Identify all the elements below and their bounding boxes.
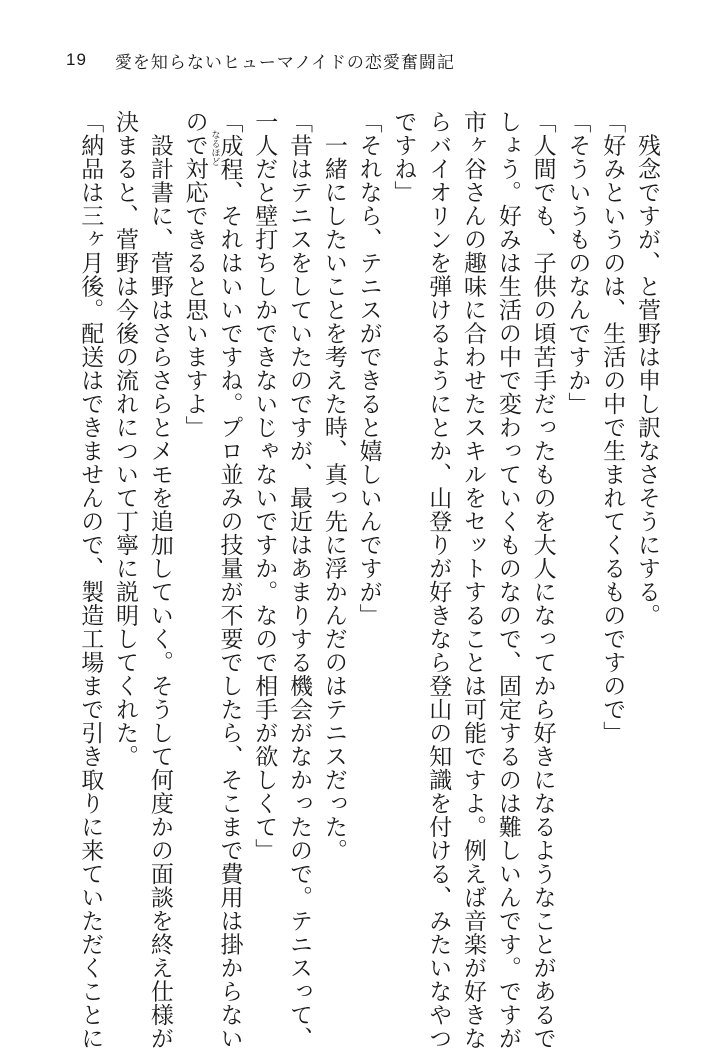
running-title: 愛を知らないヒューマノイドの恋愛奮闘記 [114, 52, 455, 73]
text-line: 「成程 なるほど 、それはいいですね。プロ並みの技量が不要でしたら、そこまで費用は掛からない [209, 110, 243, 1050]
text-line: ですね」 [390, 110, 417, 204]
text-line: らバイオリンを弾けるようにとか、山登りが好きなら登山の知識を付ける、みたいなやつ [425, 110, 452, 1050]
text-line: 決まると、菅野は今後の流れについて丁寧に説明してくれた。 [112, 110, 139, 768]
text-line: ので対応できると思いますよ」 [181, 110, 208, 439]
text-line: 「それなら、テニスができると嬉しいんですが」 [355, 110, 382, 627]
text-line: しょう。好みは生活の中で変わっていくものなので、固定するのは難しいんです。ですが [494, 110, 521, 1050]
text-line: 設計書に、菅野はさらさらとメモを追加していく。そうして何度かの面談を終え仕様が [146, 110, 173, 1050]
page-header [66, 46, 455, 74]
vertical-body-text [64, 110, 664, 1050]
ruby-base-text: 成程 なるほど [209, 129, 243, 181]
text-line: 一人だと壁打ちしかできないじゃないですか。なので相手が欲しくて」 [251, 110, 278, 862]
text-line: 残念ですが、と菅野は申し訳なさそうにする。 [634, 110, 660, 627]
text-line: 市ヶ谷さんの趣味に合わせたスキルをセットすることは可能ですよ。例えば音楽が好きな [460, 110, 487, 1050]
text-line: 「そういうものなんですか」 [564, 110, 591, 416]
page-number: 19 [66, 50, 87, 69]
text-line: 「納品は三ヶ月後。配送はできませんので、製造工場まで引き取りに来ていただくことに [77, 110, 104, 1050]
text-line: 一緒にしたいことを考えた時、真っ先に浮かんだのはテニスだった。 [320, 110, 347, 862]
text-line: 「人間でも、子供の頃苦手だったものを大人になってから好きになるようなことがあるで [529, 110, 556, 1050]
text-line: 「好みというのは、生活の中で生まれてくるものですので」 [599, 110, 626, 745]
text-line: 「昔はテニスをしていたのですが、最近はあまりする機会がなかったので。テニスって、 [286, 110, 313, 1050]
ruby-reading: なるほど [209, 129, 220, 166]
